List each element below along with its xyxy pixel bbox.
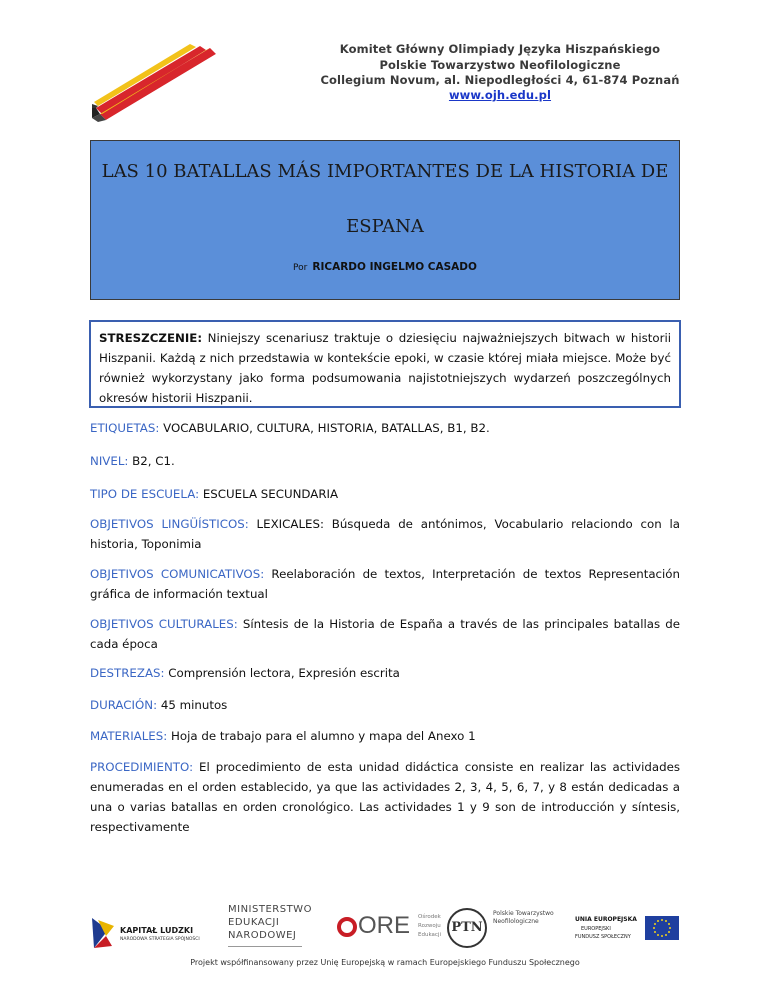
men-line-3: NARODOWEJ bbox=[228, 930, 297, 941]
kapital-ludzki-icon bbox=[90, 916, 116, 950]
title-box bbox=[90, 140, 680, 300]
footer-logos bbox=[90, 900, 680, 970]
field-etiquetas bbox=[90, 418, 680, 438]
field-label: ETIQUETAS: bbox=[90, 421, 160, 435]
header-website-link[interactable]: www.ojh.edu.pl bbox=[448, 88, 552, 102]
author-name: RICARDO INGELMO CASADO bbox=[312, 261, 477, 273]
field-label: OBJETIVOS LINGÜÍSTICOS: bbox=[90, 517, 249, 531]
kapital-ludzki-title: KAPITAŁ LUDZKI bbox=[120, 926, 194, 935]
field-nivel bbox=[90, 451, 680, 471]
field-value: Reelaboración de textos, Interpretación de textos Representación gráfica de información textual bbox=[90, 567, 681, 601]
field-value: B2, C1. bbox=[132, 454, 175, 468]
field-value: Comprensión lectora, Expresión escrita bbox=[168, 666, 400, 680]
men-line-1: MINISTERSTWO bbox=[228, 904, 312, 915]
eu-flag-icon bbox=[645, 916, 679, 940]
byline-por: Por bbox=[293, 263, 308, 273]
field-materiales bbox=[90, 726, 680, 746]
field-value: El procedimiento de esta unidad didáctica consiste en realizar las actividades enumeradas en el orden establecido, ya que las actividades 2, 3, 4, 5, 6, 7, y 8 están dedicadas a una o varias batallas en orden cronológico. Las actividades 1 y 9 son de introducción y síntesis, respectivamente bbox=[90, 760, 680, 834]
eu-logo bbox=[575, 916, 685, 952]
header-website-row bbox=[230, 88, 768, 102]
title-line-2: ESPANA bbox=[346, 216, 424, 237]
field-destrezas bbox=[90, 663, 680, 683]
header-committee: Komitet Główny Olimpiady Języka Hiszpańskiego bbox=[339, 42, 661, 56]
abstract-label: STRESZCZENIE: bbox=[99, 331, 203, 345]
ore-ring-icon bbox=[336, 916, 358, 938]
field-objetivos-culturales bbox=[90, 614, 680, 654]
field-value: VOCABULARIO, CULTURA, HISTORIA, BATALLAS, B1, B2. bbox=[163, 421, 490, 435]
ore-letters: ORE bbox=[358, 912, 411, 939]
eu-line-2: EUROPEJSKI bbox=[581, 926, 611, 932]
field-label: DESTREZAS: bbox=[90, 666, 165, 680]
field-value: LEXICALES: Búsqueda de antónimos, Vocabulario relaciondo con la historia, Toponimia bbox=[90, 517, 680, 551]
field-label: NIVEL: bbox=[90, 454, 129, 468]
ore-logo bbox=[336, 912, 446, 952]
ptn-logo bbox=[445, 906, 575, 950]
kapital-ludzki-logo bbox=[90, 916, 210, 952]
header-society: Polskie Towarzystwo Neofilologiczne bbox=[379, 58, 621, 72]
ore-line-2: Rozwoju bbox=[418, 923, 441, 929]
field-tipo-escuela bbox=[90, 484, 680, 504]
ore-line-1: Ośrodek bbox=[418, 914, 441, 920]
field-label: DURACIÓN: bbox=[90, 698, 158, 712]
field-objetivos-linguisticos bbox=[90, 514, 680, 554]
header-address: Collegium Novum, al. Niepodległości 4, 61-874 Poznań bbox=[320, 73, 680, 87]
field-label: PROCEDIMIENTO: bbox=[90, 760, 194, 774]
title-line-1: LAS 10 BATALLAS MÁS IMPORTANTES DE LA HISTORIA DE bbox=[101, 161, 669, 182]
men-divider bbox=[228, 946, 302, 947]
field-objetivos-comunicativos bbox=[90, 564, 680, 604]
field-value: Síntesis de la Historia de España a través de las principales batallas de cada época bbox=[90, 617, 681, 651]
field-label: OBJETIVOS CULTURALES: bbox=[90, 617, 238, 631]
ore-line-3: Edukacji bbox=[418, 932, 441, 938]
field-label: MATERIALES: bbox=[90, 729, 168, 743]
field-procedimiento bbox=[90, 757, 680, 837]
field-value: ESCUELA SECUNDARIA bbox=[202, 487, 339, 501]
field-value: Hoja de trabajo para el alumno y mapa del Anexo 1 bbox=[170, 729, 476, 743]
olympiad-logo bbox=[92, 44, 222, 122]
kapital-ludzki-subtitle: NARODOWA STRATEGIA SPÓJNOŚCI bbox=[120, 937, 200, 942]
men-logo bbox=[228, 904, 318, 954]
abstract-text: Niniejszy scenariusz traktuje o dziesięciu najważniejszych bitwach w historii Hiszpanii. Każdą z nich przedstawia w kontekście epoki, w czasie której miała miejsce. Może być również wykorzystany jako forma podsumowania najistotniejszych wydarzeń poszczególnych okresów historii Hiszpanii. bbox=[99, 331, 672, 405]
abstract-box bbox=[89, 320, 681, 408]
men-line-2: EDUKACJI bbox=[228, 917, 280, 928]
eu-line-1: UNIA EUROPEJSKA bbox=[575, 916, 637, 923]
field-label: OBJETIVOS COMUNICATIVOS: bbox=[90, 567, 265, 581]
ptn-mark: PTN bbox=[451, 920, 483, 935]
footer-cofinancing-note: Projekt współfinansowany przez Unię Europejską w ramach Europejskiego Funduszu Społecznego bbox=[190, 958, 580, 967]
eu-line-3: FUNDUSZ SPOŁECZNY bbox=[575, 934, 631, 940]
ptn-line-2: Neofilologiczne bbox=[493, 918, 539, 925]
byline bbox=[91, 261, 679, 273]
field-duracion bbox=[90, 695, 680, 715]
field-label: TIPO DE ESCUELA: bbox=[90, 487, 200, 501]
field-value: 45 minutos bbox=[160, 698, 228, 712]
ptn-line-1: Polskie Towarzystwo bbox=[493, 910, 554, 917]
